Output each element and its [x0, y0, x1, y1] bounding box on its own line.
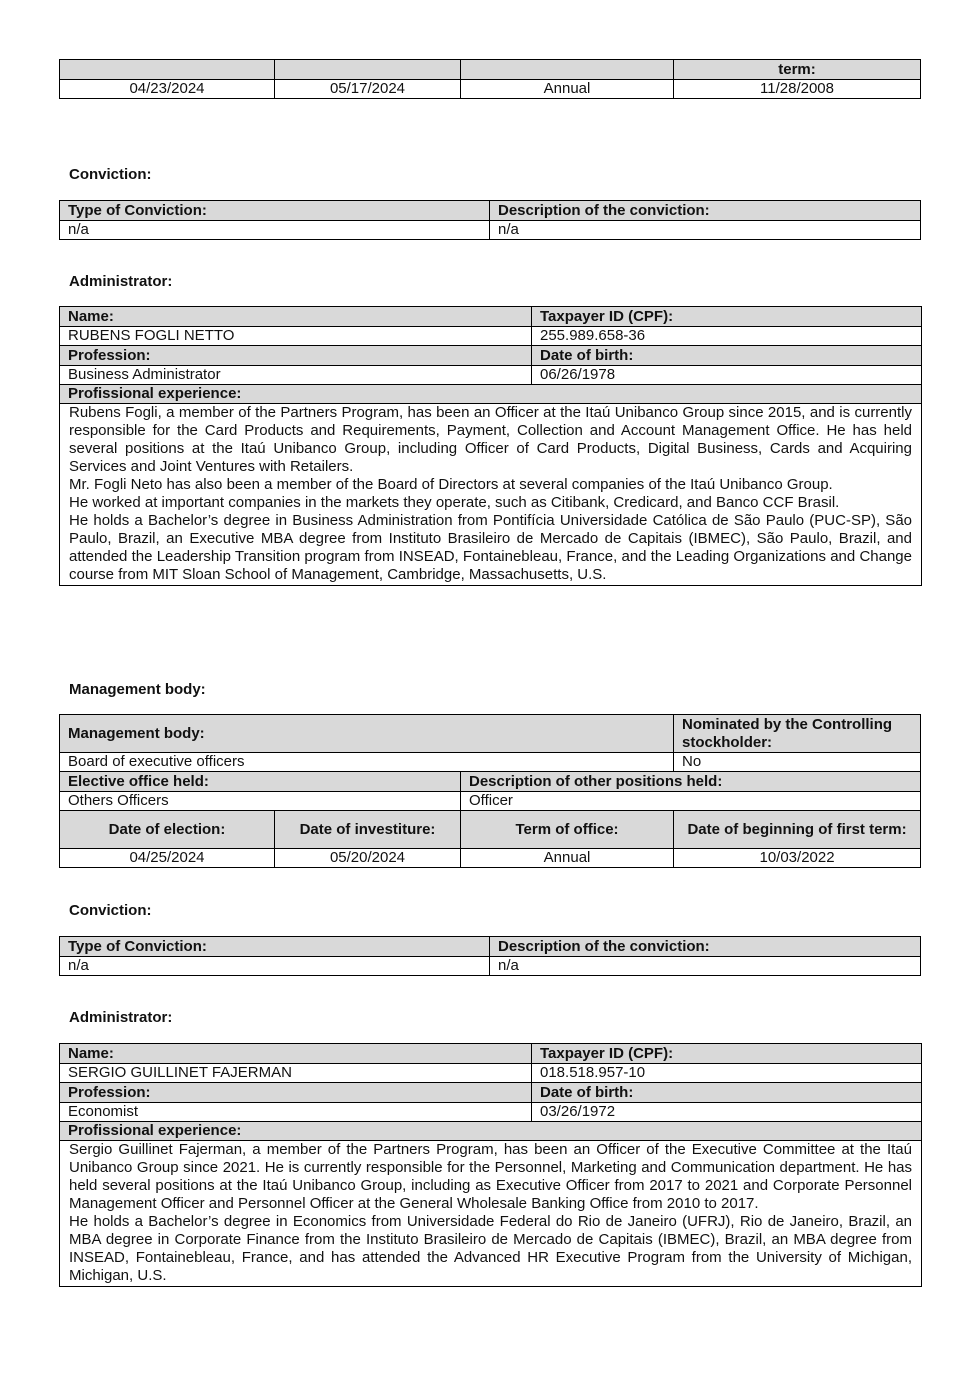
- administrator-table-1: [59, 306, 922, 586]
- top-investiture-date: 05/17/2024: [275, 80, 461, 99]
- experience-text: [60, 404, 922, 586]
- administrator-title-2: Administrator:: [69, 1009, 173, 1026]
- administrator-title-1: Administrator:: [69, 273, 173, 290]
- conviction-title-2: Conviction:: [69, 902, 152, 919]
- name-label: Name:: [60, 1044, 532, 1064]
- conviction-title-1: Conviction:: [69, 166, 152, 183]
- name-label: Name:: [60, 307, 532, 327]
- dob-label: Date of birth:: [532, 346, 922, 366]
- conviction-table-2: [59, 936, 921, 976]
- top-header-3: [461, 60, 674, 80]
- other-positions-value: Officer: [461, 792, 921, 811]
- conviction-type-value: n/a: [60, 957, 490, 976]
- experience-paragraph: Mr. Fogli Neto has also been a member of the Board of Directors at several companies of the Itaú Unibanco Group.: [69, 476, 833, 493]
- election-date: 04/25/2024: [60, 849, 275, 868]
- experience-text: [60, 1141, 922, 1287]
- first-term-date: 10/03/2022: [674, 849, 921, 868]
- elective-office-value: Others Officers: [60, 792, 461, 811]
- administrator-profession: Economist: [60, 1103, 532, 1122]
- term-of-office: Annual: [461, 849, 674, 868]
- conviction-table-1: [59, 200, 921, 240]
- conviction-type-label: Type of Conviction:: [60, 937, 490, 957]
- experience-label: Profissional experience:: [60, 385, 922, 404]
- other-positions-label: Description of other positions held:: [461, 772, 921, 792]
- management-body-title: Management body:: [69, 681, 206, 698]
- experience-paragraph: He worked at important companies in the markets they operate, such as Citibank, Credicard, and Banco CCF Brasil.: [69, 494, 840, 511]
- conviction-desc-label: Description of the conviction:: [490, 937, 921, 957]
- top-header-term: term:: [674, 60, 921, 80]
- nominated-label: Nominated by the Controlling stockholder:: [674, 715, 921, 753]
- experience-paragraph: He holds a Bachelor’s degree in Economics from Universidade Federal do Rio de Janeiro (UFRJ), Rio de Janeiro, Brazil, an MBA degree in Corporate Finance from the Instituto Brasileiro de Mercado de Capitais (IBMEC), Brazil, an MBA degree from INSEAD, Fontainebleau, France, and has attended the Advanced HR Executive Program from the University of Michigan, Michigan, U.S.: [69, 1213, 912, 1284]
- administrator-cpf: 255.989.658-36: [532, 327, 922, 346]
- conviction-desc-label: Description of the conviction:: [490, 201, 921, 221]
- top-header-2: [275, 60, 461, 80]
- first-term-label: Date of beginning of first term:: [674, 811, 921, 849]
- top-term-of-office: Annual: [461, 80, 674, 99]
- administrator-cpf: 018.518.957-10: [532, 1064, 922, 1083]
- management-body-table: [59, 714, 921, 868]
- election-date-label: Date of election:: [60, 811, 275, 849]
- administrator-dob: 03/26/1972: [532, 1103, 922, 1122]
- profession-label: Profession:: [60, 1083, 532, 1103]
- administrator-name: RUBENS FOGLI NETTO: [60, 327, 532, 346]
- investiture-date: 05/20/2024: [275, 849, 461, 868]
- conviction-type-label: Type of Conviction:: [60, 201, 490, 221]
- experience-label: Profissional experience:: [60, 1122, 922, 1141]
- experience-paragraph: Sergio Guillinet Fajerman, a member of the Partners Program, has been an Officer of the Executive Committee at the Itaú Unibanco Group since 2021. He is currently responsible for the Personnel, Marketing and Communication department. He has held several positions at the Itaú Unibanco Group, including as Executive Officer from 2017 to 2021 and Corporate Personnel Management Officer and Personnel Officer at the General Wholesale Banking Office from 2010 to 2017.: [69, 1141, 912, 1212]
- conviction-type-value: n/a: [60, 221, 490, 240]
- management-body-value: Board of executive officers: [60, 753, 674, 772]
- experience-paragraph: Rubens Fogli, a member of the Partners Program, has been an Officer at the Itaú Unibanco Group since 2015, and is currently responsible for the Card Products and Requirements, Payment, Collection and Account Management Office. He has held several positions at the Itaú Unibanco Group, including Officer of Card Products, Digital Business, Cards and Acquiring Services and Joint Ventures with Retailers.: [69, 404, 912, 475]
- term-of-office-label: Term of office:: [461, 811, 674, 849]
- administrator-profession: Business Administrator: [60, 366, 532, 385]
- management-body-label: Management body:: [60, 715, 674, 753]
- administrator-name: SERGIO GUILLINET FAJERMAN: [60, 1064, 532, 1083]
- investiture-date-label: Date of investiture:: [275, 811, 461, 849]
- administrator-table-2: [59, 1043, 922, 1287]
- experience-paragraph: He holds a Bachelor’s degree in Business Administration from Pontifícia Universidade Católica de São Paulo (PUC-SP), São Paulo, Brazil, an Executive MBA degree from Instituto Brasileiro de Mercado de Capitais (IBMEC), São Paulo, Brazil, and attended the Leadership Transition program from INSEAD, Fontainebleau, France, and the Leading Organizations and Change course from MIT Sloan School of Management, Cambridge, Massachusetts, U.S.: [69, 512, 912, 583]
- administrator-dob: 06/26/1978: [532, 366, 922, 385]
- elective-office-label: Elective office held:: [60, 772, 461, 792]
- nominated-value: No: [674, 753, 921, 772]
- conviction-desc-value: n/a: [490, 957, 921, 976]
- top-header-1: [60, 60, 275, 80]
- top-election-date: 04/23/2024: [60, 80, 275, 99]
- cpf-label: Taxpayer ID (CPF):: [532, 307, 922, 327]
- cpf-label: Taxpayer ID (CPF):: [532, 1044, 922, 1064]
- top-first-term-date: 11/28/2008: [674, 80, 921, 99]
- top-term-table: [59, 59, 921, 99]
- profession-label: Profession:: [60, 346, 532, 366]
- dob-label: Date of birth:: [532, 1083, 922, 1103]
- conviction-desc-value: n/a: [490, 221, 921, 240]
